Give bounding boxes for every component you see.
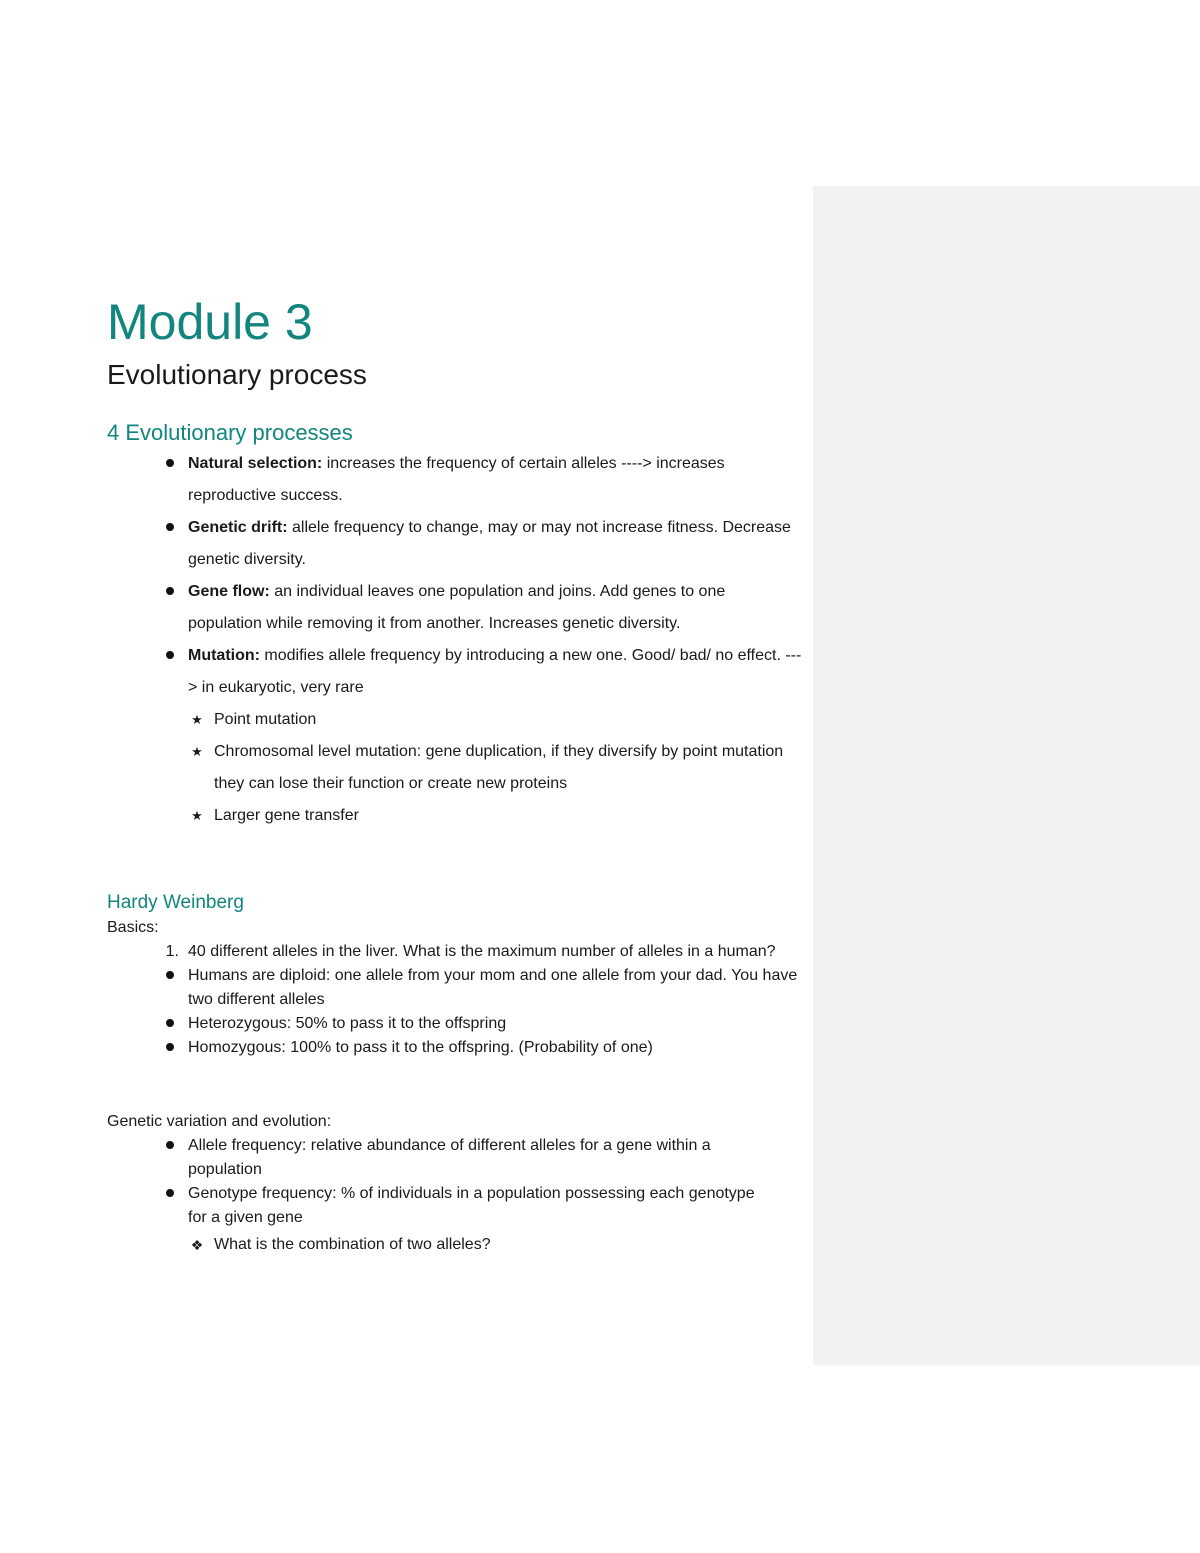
list-item-allele-frequency [107, 1134, 788, 1182]
genetic-variation-list [107, 1134, 807, 1260]
mutation-type-text: Larger gene transfer [214, 807, 359, 824]
bullet-icon [160, 1182, 180, 1206]
mutation-type-text: Chromosomal level mutation: gene duplication, if they diversify by point mutation they can lose their function or create new proteins [214, 743, 784, 792]
list-item-gene-flow [107, 576, 803, 640]
definition-gene-flow: an individual leaves one population and joins. Add genes to one population while removing it from another. Increases genetic diversity. [188, 583, 726, 632]
list-item-genotype-frequency [107, 1182, 768, 1230]
list-item-combination-question [107, 1230, 784, 1260]
hardy-weinberg-list [107, 940, 807, 1060]
numbered-item-text: 40 different alleles in the liver. What is the maximum number of alleles in a human? [188, 943, 776, 960]
list-item-natural-selection [107, 448, 803, 512]
bullet-text: Heterozygous: 50% to pass it to the offspring [188, 1015, 507, 1032]
bullet-icon [160, 512, 180, 544]
sub-question-text: What is the combination of two alleles? [214, 1236, 491, 1253]
bullet-icon [160, 1134, 180, 1158]
list-item-numbered-1 [107, 940, 788, 964]
definition-natural-selection: increases the frequency of certain alleles ----> increases reproductive success. [188, 455, 725, 504]
evolutionary-processes-list [107, 448, 807, 832]
bullet-icon [160, 576, 180, 608]
list-item-diploid [107, 964, 803, 1012]
list-item-genetic-drift [107, 512, 803, 576]
list-item-point-mutation [107, 704, 784, 736]
definition-mutation: modifies allele frequency by introducing a new one. Good/ bad/ no effect. ---> in eukaryotic, very rare [188, 647, 802, 696]
genetic-variation-label: Genetic variation and evolution: [107, 1113, 332, 1130]
star-bullet-icon: ★ [191, 744, 203, 759]
document-subtitle: Evolutionary process [107, 359, 367, 390]
list-item-homozygous [107, 1036, 803, 1060]
mutation-type-text: Point mutation [214, 711, 317, 728]
term-gene-flow: Gene flow: [188, 583, 270, 600]
definition-genetic-drift: allele frequency to change, may or may not increase fitness. Decrease genetic diversity. [188, 519, 791, 568]
diamond-bullet-icon: ❖ [190, 1237, 204, 1253]
bullet-icon [160, 964, 180, 988]
list-number: 1. [165, 943, 179, 960]
term-genetic-drift: Genetic drift: [188, 519, 288, 536]
term-natural-selection: Natural selection: [188, 455, 323, 472]
bullet-text: Humans are diploid: one allele from your mom and one allele from your dad. You have two different alleles [188, 967, 798, 1008]
comment-margin-panel [813, 186, 1200, 1365]
bullet-icon [160, 1012, 180, 1036]
term-mutation: Mutation: [188, 647, 260, 664]
document-title: Module 3 [107, 294, 313, 350]
bullet-text: Allele frequency: relative abundance of different alleles for a gene within a population [188, 1137, 711, 1178]
section-heading-hardy-weinberg: Hardy Weinberg [107, 892, 244, 913]
list-item-heterozygous [107, 1012, 803, 1036]
basics-label: Basics: [107, 919, 159, 936]
bullet-text: Homozygous: 100% to pass it to the offspring. (Probability of one) [188, 1039, 653, 1056]
list-item-mutation [107, 640, 803, 704]
bullet-icon [160, 640, 180, 672]
star-bullet-icon: ★ [191, 712, 203, 727]
list-item-larger-gene-transfer [107, 800, 784, 832]
list-item-chromosomal-mutation [107, 736, 794, 800]
bullet-text: Genotype frequency: % of individuals in a population possessing each genotype for a given gene [188, 1185, 755, 1226]
section-heading-evolutionary-processes: 4 Evolutionary processes [107, 420, 353, 445]
bullet-icon [160, 448, 180, 480]
bullet-icon [160, 1036, 180, 1060]
star-bullet-icon: ★ [191, 808, 203, 823]
